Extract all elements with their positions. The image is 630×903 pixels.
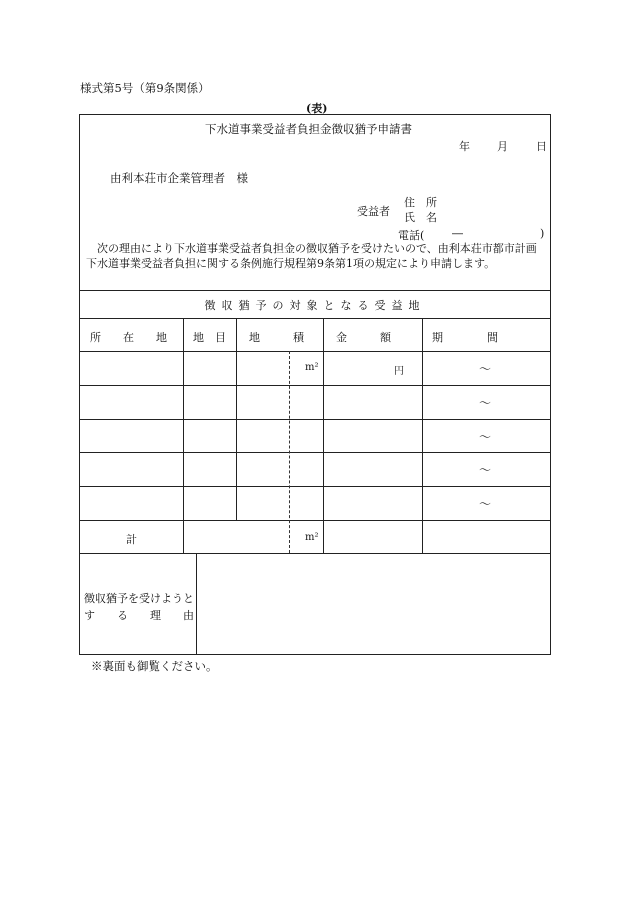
header-location: 所 在 地 bbox=[90, 331, 167, 344]
phone-label: 電話( bbox=[398, 229, 425, 242]
period-tilde: ～ bbox=[479, 463, 492, 477]
col-line-category bbox=[236, 318, 237, 520]
phone-close: ) bbox=[540, 227, 545, 240]
phone-dash: ― bbox=[452, 227, 463, 240]
date-year: 年 bbox=[459, 140, 470, 153]
rule-row-2 bbox=[79, 385, 551, 386]
col-line-amount bbox=[422, 318, 423, 553]
reason-label: 徴収猶予を受けようとする理由 bbox=[84, 592, 194, 622]
application-statement: 次の理由により下水道事業受益者負担金の徴収猶予を受けたいので、由利本荘市都市計画下水道事業受益者負担に関する条例施行規程第9条第1項の規定により申請します。 bbox=[86, 242, 537, 270]
col-line-area bbox=[323, 318, 324, 553]
back-note: ※裏面も御覧ください。 bbox=[91, 659, 218, 673]
rule-section-top bbox=[79, 290, 551, 291]
amount-unit: 円 bbox=[394, 366, 404, 377]
header-area: 地 積 bbox=[249, 331, 304, 344]
addressee: 由利本荘市企業管理者 様 bbox=[110, 171, 248, 185]
rule-row-1 bbox=[79, 351, 551, 352]
area-unit: m² bbox=[305, 362, 319, 373]
rule-header-top bbox=[79, 318, 551, 319]
col-line-reason bbox=[196, 553, 197, 655]
col-line-area-dashed bbox=[289, 351, 290, 553]
date-day: 日 bbox=[536, 140, 547, 153]
header-period: 期 間 bbox=[432, 331, 498, 344]
rule-total-top bbox=[79, 520, 551, 521]
period-tilde: ～ bbox=[479, 396, 492, 410]
total-area-unit: m² bbox=[305, 532, 319, 543]
total-label: 計 bbox=[126, 533, 137, 546]
period-tilde: ～ bbox=[479, 430, 492, 444]
date-month: 月 bbox=[497, 140, 508, 153]
form-title: 下水道事業受益者負担金徴収猶予申請書 bbox=[205, 122, 412, 136]
rule-row-5 bbox=[79, 486, 551, 487]
period-tilde: ～ bbox=[479, 362, 492, 376]
section-title: 徴収猶予の対象となる受益地 bbox=[204, 299, 426, 312]
rule-row-3 bbox=[79, 419, 551, 420]
period-tilde: ～ bbox=[479, 497, 492, 511]
applicant-label: 受益者 bbox=[357, 205, 390, 218]
header-category: 地 目 bbox=[193, 331, 226, 344]
form-number: 様式第5号（第9条関係） bbox=[80, 81, 210, 95]
rule-total-bottom bbox=[79, 553, 551, 554]
address-label: 住 所 bbox=[404, 196, 437, 209]
col-line-location bbox=[183, 318, 184, 553]
name-label: 氏 名 bbox=[404, 211, 437, 224]
header-amount: 金 額 bbox=[336, 331, 391, 344]
rule-row-4 bbox=[79, 452, 551, 453]
side-label: (表) bbox=[306, 102, 328, 115]
